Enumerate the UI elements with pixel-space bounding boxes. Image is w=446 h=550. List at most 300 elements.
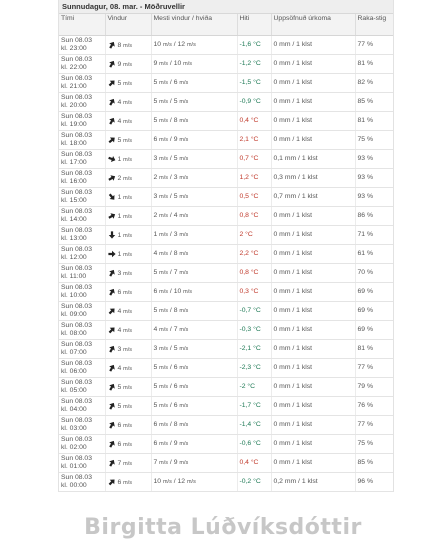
table-row [59,112,393,131]
mean-wind-unit: m/s [159,61,169,67]
wind-direction-arrow-icon [106,96,117,107]
column-header-temperature: Hiti [237,14,271,36]
wind-speed: 5 [117,402,122,410]
mean-wind-unit: m/s [159,99,169,105]
time-cell [59,150,105,169]
row-hour: kl. 09:00 [61,311,87,318]
gust-unit: m/s [186,479,196,485]
wind-speed: 7 [117,459,122,467]
precipitation-cell: 0 mm / 1 klst [271,226,355,245]
row-date: Sun 08.03 [61,303,92,310]
wind-unit: m/s [123,175,133,182]
precipitation-cell: 0 mm / 1 klst [271,112,355,131]
time-cell [59,74,105,93]
weather-table [59,14,394,492]
wind-speed: 9 [117,60,122,68]
precipitation-cell: 0,2 mm / 1 klst [271,473,355,492]
wind-cell [105,131,151,150]
table-row [59,207,393,226]
wind-direction-arrow-icon [106,457,117,468]
wind-speed: 5 [117,383,122,391]
table-title: Sunnudagur, 08. mar. - Möðruvellir [59,0,393,14]
gust-value: 6 [173,364,178,371]
table-row [59,226,393,245]
wind-cell [105,55,151,74]
time-cell [59,454,105,473]
row-date: Sun 08.03 [61,113,92,120]
gust-value: 6 [173,402,178,409]
time-cell [59,340,105,359]
precipitation-cell: 0 mm / 1 klst [271,55,355,74]
time-cell [59,473,105,492]
wind-unit: m/s [123,232,133,239]
wind-speed: 4 [117,364,122,372]
precipitation-cell: 0 mm / 1 klst [271,74,355,93]
max-wind-cell: 6 m/s / 10 m/s [151,283,237,302]
wind-unit: m/s [123,213,133,220]
time-cell [59,321,105,340]
mean-wind-value: 3 [153,345,158,352]
temperature-cell: -2 °C [237,378,271,397]
humidity-cell: 61 % [355,245,393,264]
wind-speed: 1 [117,193,122,201]
row-hour: kl. 01:00 [61,463,87,470]
time-cell [59,397,105,416]
mean-wind-value: 10 [153,41,162,48]
table-row [59,454,393,473]
row-hour: kl. 21:00 [61,83,87,90]
precipitation-cell: 0 mm / 1 klst [271,416,355,435]
mean-wind-value: 10 [153,478,162,485]
humidity-cell: 75 % [355,435,393,454]
wind-cell [105,207,151,226]
mean-wind-unit: m/s [159,441,169,447]
table-row [59,473,393,492]
wind-speed: 5 [117,79,122,87]
gust-value: 12 [177,478,186,485]
wind-speed: 5 [117,136,122,144]
humidity-cell: 93 % [355,150,393,169]
row-date: Sun 08.03 [61,436,92,443]
temperature-cell: -1,5 °C [237,74,271,93]
humidity-cell: 77 % [355,416,393,435]
wind-direction-arrow-icon [106,210,117,221]
gust-value: 7 [173,269,178,276]
gust-unit: m/s [179,327,189,333]
column-header-time: Tími [59,14,105,36]
row-date: Sun 08.03 [61,151,92,158]
wind-direction-arrow-icon [106,39,117,50]
humidity-cell: 85 % [355,93,393,112]
max-wind-cell: 6 m/s / 8 m/s [151,416,237,435]
wind-direction-arrow-icon [106,153,116,163]
mean-wind-value: 5 [153,364,158,371]
wind-direction-arrow-icon [106,381,117,392]
column-header-humidity: Raka-stig [355,14,393,36]
wind-cell [105,150,151,169]
humidity-cell: 69 % [355,321,393,340]
humidity-cell: 70 % [355,264,393,283]
row-date: Sun 08.03 [61,341,92,348]
table-row [59,378,393,397]
gust-unit: m/s [179,80,189,86]
table-row [59,321,393,340]
precipitation-cell: 0 mm / 1 klst [271,283,355,302]
temperature-cell: -2,3 °C [237,359,271,378]
max-wind-cell: 10 m/s / 12 m/s [151,36,237,55]
time-cell [59,55,105,74]
gust-value: 5 [173,98,178,105]
wind-unit: m/s [123,384,133,391]
table-row [59,93,393,112]
humidity-cell: 75 % [355,131,393,150]
wind-cell [105,359,151,378]
mean-wind-value: 6 [153,288,158,295]
gust-value: 5 [173,193,178,200]
temperature-cell: -0,6 °C [237,435,271,454]
row-hour: kl. 14:00 [61,216,87,223]
row-date: Sun 08.03 [61,227,92,234]
mean-wind-value: 4 [153,326,158,333]
wind-direction-arrow-icon [106,400,117,411]
gust-unit: m/s [186,42,196,48]
row-date: Sun 08.03 [61,474,92,481]
table-row [59,264,393,283]
wind-unit: m/s [123,118,133,125]
mean-wind-value: 7 [153,459,158,466]
row-hour: kl. 22:00 [61,64,87,71]
wind-cell [105,264,151,283]
row-hour: kl. 02:00 [61,444,87,451]
row-hour: kl. 20:00 [61,102,87,109]
precipitation-cell: 0 mm / 1 klst [271,340,355,359]
wind-cell [105,169,151,188]
gust-value: 10 [173,60,182,67]
wind-cell [105,283,151,302]
time-cell [59,112,105,131]
row-date: Sun 08.03 [61,75,92,82]
temperature-cell: 0,8 °C [237,264,271,283]
max-wind-cell: 5 m/s / 6 m/s [151,378,237,397]
gust-value: 6 [173,383,178,390]
wind-speed: 4 [117,326,122,334]
humidity-cell: 81 % [355,112,393,131]
table-row [59,302,393,321]
gust-unit: m/s [179,156,189,162]
time-cell [59,207,105,226]
gust-unit: m/s [179,308,189,314]
humidity-cell: 93 % [355,188,393,207]
row-date: Sun 08.03 [61,94,92,101]
mean-wind-unit: m/s [159,365,169,371]
mean-wind-unit: m/s [159,251,169,257]
max-wind-cell: 4 m/s / 7 m/s [151,321,237,340]
wind-unit: m/s [123,327,133,334]
mean-wind-value: 3 [153,193,158,200]
wind-unit: m/s [123,479,133,486]
temperature-cell: -1,6 °C [237,36,271,55]
mean-wind-value: 2 [153,212,158,219]
max-wind-cell: 2 m/s / 3 m/s [151,169,237,188]
table-row [59,150,393,169]
wind-speed: 6 [117,421,122,429]
gust-unit: m/s [179,460,189,466]
wind-speed: 1 [117,212,122,220]
wind-direction-arrow-icon [106,286,117,297]
mean-wind-unit: m/s [159,403,169,409]
humidity-cell: 69 % [355,302,393,321]
mean-wind-unit: m/s [159,80,169,86]
mean-wind-value: 5 [153,402,158,409]
wind-speed: 6 [117,478,122,486]
row-hour: kl. 04:00 [61,406,87,413]
time-cell [59,416,105,435]
gust-value: 7 [173,326,178,333]
wind-unit: m/s [123,346,133,353]
wind-direction-arrow-icon [106,476,117,487]
temperature-cell: 0,5 °C [237,188,271,207]
temperature-cell: -2,1 °C [237,340,271,359]
mean-wind-value: 9 [153,60,158,67]
wind-speed: 6 [117,440,122,448]
temperature-cell: -0,2 °C [237,473,271,492]
wind-unit: m/s [123,365,133,372]
weather-table-panel [58,0,394,492]
mean-wind-value: 5 [153,79,158,86]
row-hour: kl. 05:00 [61,387,87,394]
humidity-cell: 82 % [355,74,393,93]
wind-speed: 4 [117,307,122,315]
row-hour: kl. 23:00 [61,45,87,52]
gust-value: 12 [177,41,186,48]
wind-cell [105,416,151,435]
max-wind-cell: 7 m/s / 9 m/s [151,454,237,473]
max-wind-cell: 5 m/s / 6 m/s [151,74,237,93]
mean-wind-unit: m/s [162,479,172,485]
row-hour: kl. 16:00 [61,178,87,185]
temperature-cell: 1,2 °C [237,169,271,188]
row-date: Sun 08.03 [61,322,92,329]
wind-speed: 3 [117,345,122,353]
column-header-max-wind: Mesti vindur / hviða [151,14,237,36]
temperature-cell: 2,2 °C [237,245,271,264]
gust-value: 8 [173,250,178,257]
mean-wind-unit: m/s [159,137,169,143]
gust-unit: m/s [179,99,189,105]
mean-wind-value: 6 [153,136,158,143]
table-row [59,416,393,435]
gust-unit: m/s [179,384,189,390]
table-header-row [59,14,393,36]
precipitation-cell: 0 mm / 1 klst [271,93,355,112]
humidity-cell: 77 % [355,36,393,55]
mean-wind-value: 4 [153,250,158,257]
wind-cell [105,245,151,264]
mean-wind-value: 5 [153,117,158,124]
wind-cell [105,473,151,492]
gust-unit: m/s [179,270,189,276]
humidity-cell: 71 % [355,226,393,245]
temperature-cell: 2,1 °C [237,131,271,150]
max-wind-cell: 5 m/s / 5 m/s [151,93,237,112]
mean-wind-value: 3 [153,155,158,162]
wind-unit: m/s [123,137,133,144]
row-date: Sun 08.03 [61,246,92,253]
mean-wind-unit: m/s [159,327,169,333]
humidity-cell: 81 % [355,340,393,359]
gust-unit: m/s [179,251,189,257]
wind-direction-arrow-icon [106,172,117,183]
mean-wind-unit: m/s [159,346,169,352]
mean-wind-unit: m/s [159,232,169,238]
gust-unit: m/s [179,194,189,200]
wind-cell [105,188,151,207]
humidity-cell: 86 % [355,207,393,226]
row-date: Sun 08.03 [61,284,92,291]
mean-wind-unit: m/s [159,460,169,466]
wind-unit: m/s [123,42,133,49]
wind-cell [105,226,151,245]
wind-speed: 4 [117,117,122,125]
wind-speed: 4 [117,98,122,106]
photographer-watermark: Birgitta Lúðvíksdóttir [84,515,362,540]
max-wind-cell: 5 m/s / 7 m/s [151,264,237,283]
row-date: Sun 08.03 [61,398,92,405]
row-hour: kl. 07:00 [61,349,87,356]
precipitation-cell: 0 mm / 1 klst [271,378,355,397]
mean-wind-value: 5 [153,383,158,390]
wind-unit: m/s [123,156,133,163]
mean-wind-unit: m/s [159,118,169,124]
wind-unit: m/s [123,460,133,467]
gust-unit: m/s [179,422,189,428]
precipitation-cell: 0 mm / 1 klst [271,245,355,264]
temperature-cell: 0,3 °C [237,283,271,302]
mean-wind-unit: m/s [159,308,169,314]
gust-value: 9 [173,440,178,447]
row-hour: kl. 18:00 [61,140,87,147]
wind-speed: 1 [117,155,122,163]
gust-value: 4 [173,212,178,219]
temperature-cell: 0,7 °C [237,150,271,169]
humidity-cell: 76 % [355,397,393,416]
max-wind-cell: 6 m/s / 9 m/s [151,435,237,454]
humidity-cell: 85 % [355,454,393,473]
max-wind-cell: 5 m/s / 8 m/s [151,302,237,321]
max-wind-cell: 3 m/s / 5 m/s [151,150,237,169]
wind-direction-arrow-icon [106,134,117,145]
wind-direction-arrow-icon [108,250,116,258]
wind-unit: m/s [123,289,133,296]
wind-cell [105,112,151,131]
precipitation-cell: 0,1 mm / 1 klst [271,150,355,169]
max-wind-cell: 9 m/s / 10 m/s [151,55,237,74]
gust-unit: m/s [179,137,189,143]
table-row [59,435,393,454]
wind-cell [105,435,151,454]
mean-wind-value: 2 [153,174,158,181]
row-date: Sun 08.03 [61,170,92,177]
gust-value: 6 [173,79,178,86]
column-header-precipitation: Uppsöfnuð úrkoma [271,14,355,36]
gust-value: 5 [173,345,178,352]
temperature-cell: -1,2 °C [237,55,271,74]
table-row [59,55,393,74]
row-hour: kl. 12:00 [61,254,87,261]
gust-unit: m/s [179,403,189,409]
gust-value: 5 [173,155,178,162]
gust-unit: m/s [179,365,189,371]
wind-cell [105,321,151,340]
wind-direction-arrow-icon [106,115,117,126]
column-header-wind: Vindur [105,14,151,36]
wind-cell [105,397,151,416]
wind-cell [105,340,151,359]
precipitation-cell: 0 mm / 1 klst [271,454,355,473]
precipitation-cell: 0 mm / 1 klst [271,207,355,226]
mean-wind-unit: m/s [159,289,169,295]
gust-unit: m/s [183,289,193,295]
table-row [59,397,393,416]
humidity-cell: 79 % [355,378,393,397]
max-wind-cell: 5 m/s / 6 m/s [151,397,237,416]
wind-unit: m/s [123,99,133,106]
precipitation-cell: 0,7 mm / 1 klst [271,188,355,207]
precipitation-cell: 0 mm / 1 klst [271,302,355,321]
max-wind-cell: 5 m/s / 8 m/s [151,112,237,131]
wind-unit: m/s [123,403,133,410]
table-row [59,36,393,55]
wind-direction-arrow-icon [106,343,117,354]
wind-speed: 8 [117,41,122,49]
precipitation-cell: 0 mm / 1 klst [271,131,355,150]
humidity-cell: 93 % [355,169,393,188]
wind-cell [105,74,151,93]
gust-value: 8 [173,117,178,124]
precipitation-cell: 0 mm / 1 klst [271,359,355,378]
temperature-cell: -1,4 °C [237,416,271,435]
temperature-cell: 0,8 °C [237,207,271,226]
time-cell [59,188,105,207]
row-date: Sun 08.03 [61,265,92,272]
wind-direction-arrow-icon [106,438,117,449]
mean-wind-value: 6 [153,440,158,447]
gust-unit: m/s [179,175,189,181]
max-wind-cell: 3 m/s / 5 m/s [151,188,237,207]
row-hour: kl. 15:00 [61,197,87,204]
mean-wind-unit: m/s [159,213,169,219]
table-row [59,169,393,188]
wind-cell [105,454,151,473]
mean-wind-unit: m/s [159,156,169,162]
gust-unit: m/s [179,118,189,124]
gust-value: 3 [173,174,178,181]
table-row [59,340,393,359]
wind-direction-arrow-icon [106,419,117,430]
temperature-cell: -0,9 °C [237,93,271,112]
mean-wind-unit: m/s [159,175,169,181]
gust-unit: m/s [183,61,193,67]
row-date: Sun 08.03 [61,208,92,215]
precipitation-cell: 0 mm / 1 klst [271,36,355,55]
time-cell [59,226,105,245]
row-date: Sun 08.03 [61,417,92,424]
time-cell [59,435,105,454]
wind-direction-arrow-icon [106,191,117,202]
row-hour: kl. 08:00 [61,330,87,337]
wind-direction-arrow-icon [106,267,117,278]
wind-cell [105,36,151,55]
